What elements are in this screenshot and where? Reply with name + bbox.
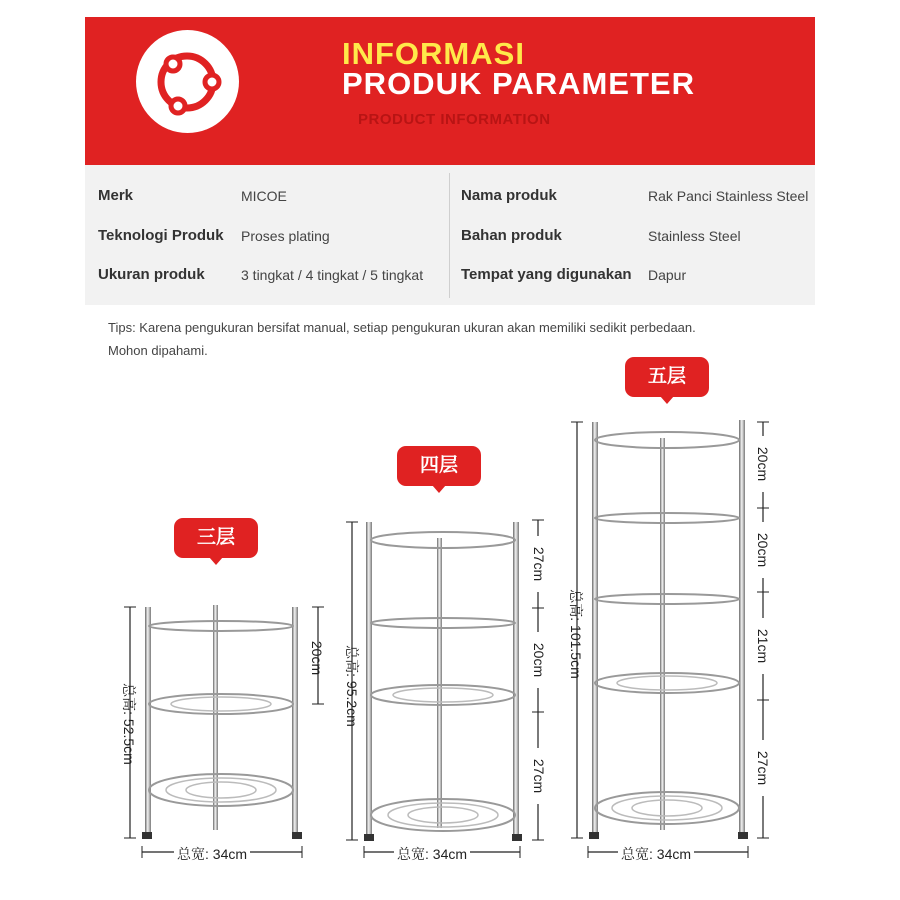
rack-4-spacing-1: 27cm <box>531 536 547 592</box>
rack-5-spacing-3: 21cm <box>755 618 771 674</box>
spec-value-teknologi: Proses plating <box>241 228 330 244</box>
rack-5-tier-drawing <box>571 420 769 858</box>
badge-5-tier: 五层 <box>625 357 709 397</box>
rack-4-width: 总宽: 34cm <box>394 844 470 864</box>
tips-line2: Mohon dipahami. <box>108 343 208 358</box>
spec-label-tempat: Tempat yang digunakan <box>461 266 632 283</box>
spec-label-nama: Nama produk <box>461 187 557 204</box>
spec-label-teknologi: Teknologi Produk <box>98 227 224 244</box>
header-subtitle: PRODUCT INFORMATION <box>358 111 551 128</box>
rack-3-tier-drawing <box>124 605 324 858</box>
rack-4-spacing-2: 20cm <box>531 632 547 688</box>
rack-3-total-height: 总高: 52.5cm <box>121 683 137 765</box>
spec-value-nama: Rak Panci Stainless Steel <box>648 188 809 204</box>
spec-value-tempat: Dapur <box>648 267 687 283</box>
rack-4-spacing-3: 27cm <box>531 748 547 804</box>
spec-label-merk: Merk <box>98 187 134 204</box>
spec-value-ukuran: 3 tingkat / 4 tingkat / 5 tingkat <box>241 267 424 283</box>
rack-3-width: 总宽: 34cm <box>174 844 250 864</box>
spec-label-bahan: Bahan produk <box>461 227 562 244</box>
rack-5-spacing-1: 20cm <box>755 436 771 492</box>
rack-4-tier-drawing <box>346 520 544 858</box>
spec-value-bahan: Stainless Steel <box>648 228 741 244</box>
tips-line1: Tips: Karena pengukuran bersifat manual, setiap pengukuran ukuran akan memiliki sedikit perbedaan. <box>108 320 696 335</box>
spec-value-merk: MICOE <box>241 188 287 204</box>
header-title-line1: INFORMASI <box>342 36 525 71</box>
rack-5-spacing-2: 20cm <box>755 522 771 578</box>
rack-5-spacing-4: 27cm <box>755 740 771 796</box>
rack-4-total-height: 总高: 95.2cm <box>344 645 360 727</box>
badge-3-tier: 三层 <box>174 518 258 558</box>
spec-label-ukuran: Ukuran produk <box>98 266 205 283</box>
badge-4-tier: 四层 <box>397 446 481 486</box>
rack-5-width: 总宽: 34cm <box>618 844 694 864</box>
rack-5-total-height: 总高: 101.5cm <box>568 589 584 679</box>
rack-3-spacing-1: 20cm <box>309 640 325 676</box>
header-title-line2: PRODUK PARAMETER <box>342 66 695 101</box>
